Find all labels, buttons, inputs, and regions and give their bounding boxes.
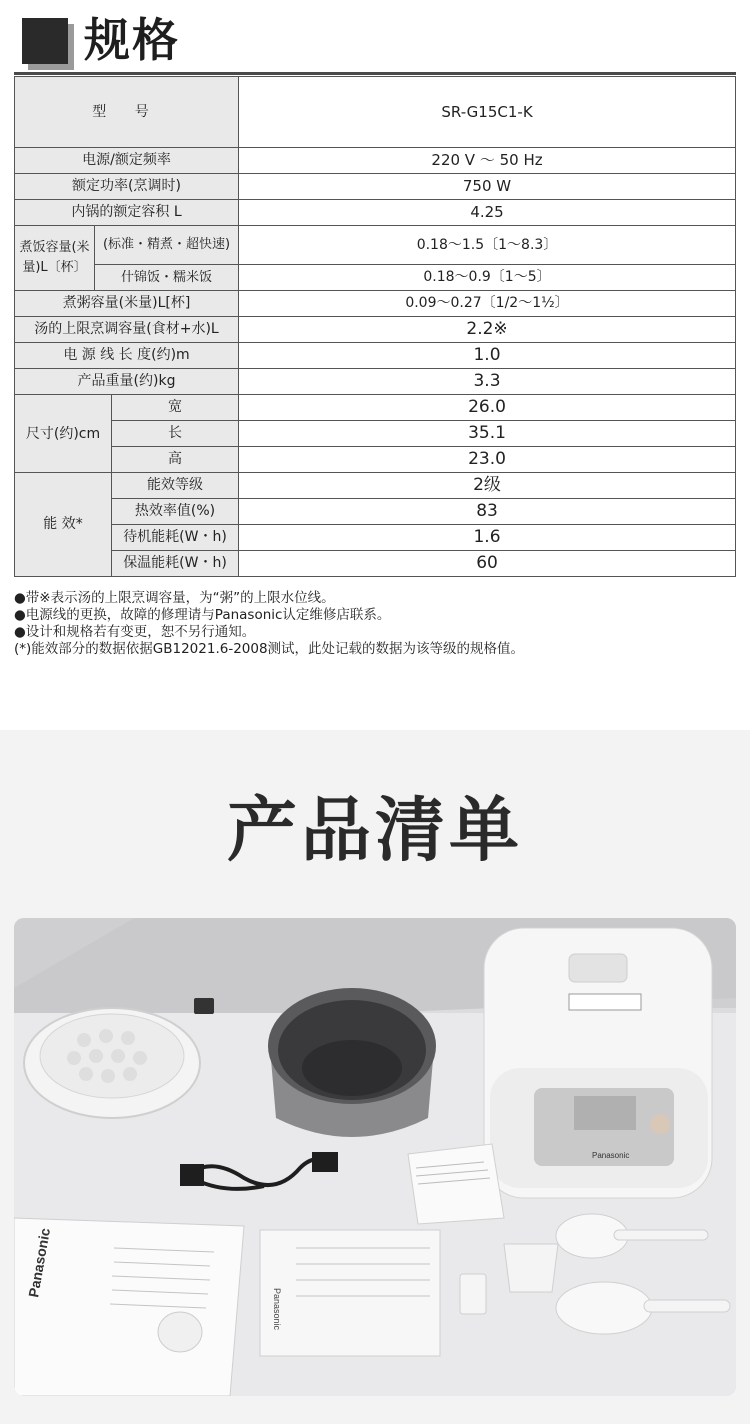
table-row bbox=[15, 499, 736, 525]
measuring-cup-icon bbox=[504, 1244, 558, 1292]
row-label: 什锦饭・糯米饭 bbox=[95, 265, 239, 291]
row-value: 2级 bbox=[239, 473, 736, 499]
row-label: 待机能耗(W・h) bbox=[112, 525, 239, 551]
table-row bbox=[15, 473, 736, 499]
product-list-section bbox=[0, 730, 750, 1424]
row-value: 0.18～0.9〔1～5〕 bbox=[239, 265, 736, 291]
row-value: 2.2※ bbox=[239, 317, 736, 343]
rice-capacity-group-label: 煮饭容量(米量)L〔杯〕 bbox=[15, 226, 95, 291]
efficiency-group-label: 能 效* bbox=[15, 473, 112, 577]
row-label: 内锅的额定容积 L bbox=[15, 200, 239, 226]
manual-icon bbox=[14, 1218, 244, 1396]
note-line: (*)能效部分的数据依据GB12021.6-2008测试，此处记载的数据为该等级的规格值。 bbox=[14, 641, 525, 657]
row-label: 电源/额定频率 bbox=[15, 148, 239, 174]
table-row bbox=[15, 551, 736, 577]
row-value: 750 W bbox=[239, 174, 736, 200]
table-row bbox=[15, 369, 736, 395]
table-row bbox=[15, 148, 736, 174]
model-label: 型 号 bbox=[15, 77, 239, 148]
table-row bbox=[15, 174, 736, 200]
rice-cooker-icon bbox=[484, 928, 712, 1198]
row-label: 额定功率(烹调时) bbox=[15, 174, 239, 200]
table-row bbox=[15, 421, 736, 447]
product-list-title: 产品清单 bbox=[227, 789, 523, 871]
inner-pot-icon bbox=[268, 988, 436, 1137]
row-label: 能效等级 bbox=[112, 473, 239, 499]
row-label: 宽 bbox=[112, 395, 239, 421]
spec-header bbox=[14, 8, 736, 70]
cooker-brand: Panasonic bbox=[592, 1151, 630, 1160]
table-row bbox=[15, 317, 736, 343]
note-line: ●电源线的更换，故障的修理请与Panasonic认定维修店联系。 bbox=[14, 607, 391, 623]
spoon-holder-icon bbox=[460, 1274, 486, 1314]
model-row bbox=[15, 77, 736, 148]
product-photo bbox=[14, 918, 736, 1396]
row-value: 3.3 bbox=[239, 369, 736, 395]
warranty-card-icon bbox=[260, 1230, 440, 1356]
note-line: ●设计和规格若有变更，恕不另行通知。 bbox=[14, 624, 256, 640]
row-value: 23.0 bbox=[239, 447, 736, 473]
dimensions-group-label: 尺寸(约)cm bbox=[15, 395, 112, 473]
row-value: 4.25 bbox=[239, 200, 736, 226]
row-label: 高 bbox=[112, 447, 239, 473]
note-line: ●带※表示汤的上限烹调容量，为“粥”的上限水位线。 bbox=[14, 590, 335, 606]
model-value: SR-G15C1-K bbox=[239, 77, 736, 148]
row-value: 83 bbox=[239, 499, 736, 525]
row-label: (标准・精煮・超快速) bbox=[95, 226, 239, 265]
row-value: 60 bbox=[239, 551, 736, 577]
spec-notes bbox=[14, 590, 736, 658]
table-row bbox=[15, 200, 736, 226]
row-value: 35.1 bbox=[239, 421, 736, 447]
spec-title: 规格 bbox=[84, 13, 180, 67]
table-row bbox=[15, 395, 736, 421]
row-label: 产品重量(约)kg bbox=[15, 369, 239, 395]
row-label: 电 源 线 长 度(约)m bbox=[15, 343, 239, 369]
row-value: 1.6 bbox=[239, 525, 736, 551]
table-row bbox=[15, 291, 736, 317]
title-square-icon bbox=[22, 18, 68, 64]
row-label: 保温能耗(W・h) bbox=[112, 551, 239, 577]
manual-brand: Panasonic bbox=[25, 1226, 54, 1299]
notice-card-icon bbox=[408, 1144, 504, 1224]
title-rule bbox=[14, 72, 736, 75]
card-brand: Panasonic bbox=[272, 1288, 282, 1331]
table-row bbox=[15, 447, 736, 473]
table-row bbox=[15, 525, 736, 551]
row-value: 26.0 bbox=[239, 395, 736, 421]
row-label: 热效率值(%) bbox=[112, 499, 239, 525]
spec-table bbox=[14, 76, 736, 577]
table-row bbox=[15, 226, 736, 265]
row-value: 0.18～1.5〔1～8.3〕 bbox=[239, 226, 736, 265]
row-value: 0.09～0.27〔1/2～1½〕 bbox=[239, 291, 736, 317]
table-row bbox=[15, 343, 736, 369]
table-row bbox=[15, 265, 736, 291]
row-label: 汤的上限烹调容量(食材+水)L bbox=[15, 317, 239, 343]
row-label: 长 bbox=[112, 421, 239, 447]
row-value: 220 V ～ 50 Hz bbox=[239, 148, 736, 174]
row-label: 煮粥容量(米量)L[杯] bbox=[15, 291, 239, 317]
row-value: 1.0 bbox=[239, 343, 736, 369]
